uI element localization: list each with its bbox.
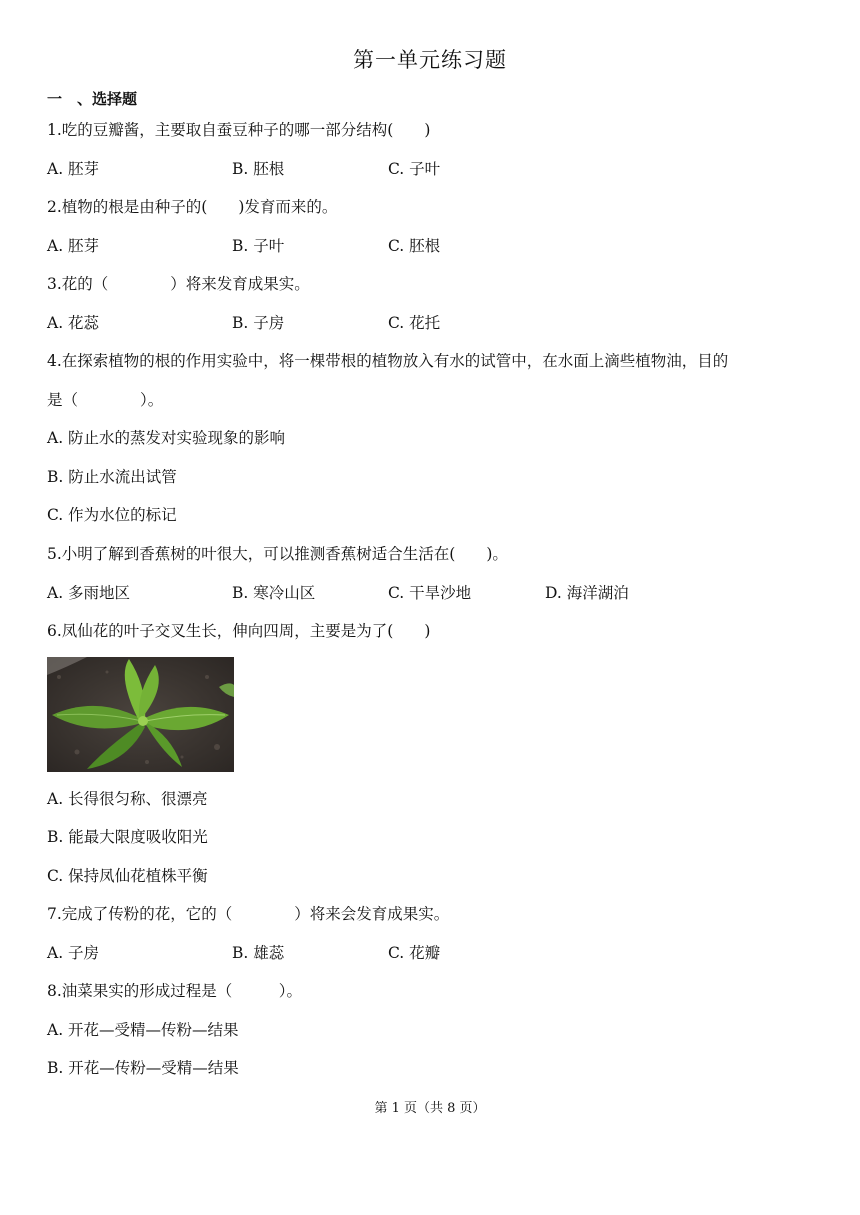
question-7-option-b[interactable]: B. 雄蕊 (232, 944, 285, 962)
question-6-option-a[interactable]: A. 长得很匀称、很漂亮 (47, 790, 208, 808)
question-3-option-a[interactable]: A. 花蕊 (47, 314, 100, 332)
question-8-option-a[interactable]: A. 开花—受精—传粉—结果 (47, 1021, 239, 1039)
question-1-text: 1.吃的豆瓣酱，主要取自蚕豆种子的哪一部分结构( ) (47, 121, 431, 139)
question-3-text: 3.花的（ ）将来发育成果实。 (47, 275, 310, 293)
question-6-text: 6.凤仙花的叶子交叉生长，伸向四周，主要是为了( ) (47, 622, 431, 640)
question-4-option-c[interactable]: C. 作为水位的标记 (47, 506, 177, 524)
question-5-option-a[interactable]: A. 多雨地区 (47, 584, 131, 602)
impatiens-seedling-image (47, 657, 234, 772)
question-5-option-c[interactable]: C. 干旱沙地 (388, 584, 472, 602)
question-7-option-a[interactable]: A. 子房 (47, 944, 100, 962)
question-1-option-c[interactable]: C. 子叶 (388, 160, 441, 178)
question-3-option-b[interactable]: B. 子房 (232, 314, 285, 332)
question-2-text: 2.植物的根是由种子的( )发育而来的。 (47, 198, 338, 216)
question-4-option-a[interactable]: A. 防止水的蒸发对实验现象的影响 (47, 429, 286, 447)
plant-photo (47, 657, 234, 772)
question-1-option-b[interactable]: B. 胚根 (232, 160, 285, 178)
question-5-option-d[interactable]: D. 海洋湖泊 (545, 584, 629, 602)
page-footer: 第 1 页（共 8 页） (374, 1101, 486, 1116)
question-6-option-c[interactable]: C. 保持凤仙花植株平衡 (47, 867, 208, 885)
question-8-text: 8.油菜果实的形成过程是（ ）。 (47, 982, 303, 1000)
question-7-text: 7.完成了传粉的花，它的（ ）将来会发育成果实。 (47, 905, 450, 923)
question-8-option-b[interactable]: B. 开花—传粉—受精—结果 (47, 1059, 239, 1077)
question-2-option-c[interactable]: C. 胚根 (388, 237, 441, 255)
page-title: 第一单元练习题 (353, 48, 507, 72)
question-7-option-c[interactable]: C. 花瓣 (388, 944, 441, 962)
question-2-option-a[interactable]: A. 胚芽 (47, 237, 100, 255)
question-1-option-a[interactable]: A. 胚芽 (47, 160, 100, 178)
question-6-option-b[interactable]: B. 能最大限度吸收阳光 (47, 828, 208, 846)
question-3-option-c[interactable]: C. 花托 (388, 314, 441, 332)
question-4-text-cont: 是（ ）。 (47, 391, 164, 409)
question-5-option-b[interactable]: B. 寒冷山区 (232, 584, 316, 602)
section-heading: 一 、选择题 (47, 90, 138, 108)
question-4-option-b[interactable]: B. 防止水流出试管 (47, 468, 177, 486)
question-5-text: 5.小明了解到香蕉树的叶很大，可以推测香蕉树适合生活在( )。 (47, 545, 508, 563)
question-2-option-b[interactable]: B. 子叶 (232, 237, 285, 255)
question-4-text: 4.在探索植物的根的作用实验中，将一棵带根的植物放入有水的试管中，在水面上滴些植物油，目的 (47, 352, 729, 370)
